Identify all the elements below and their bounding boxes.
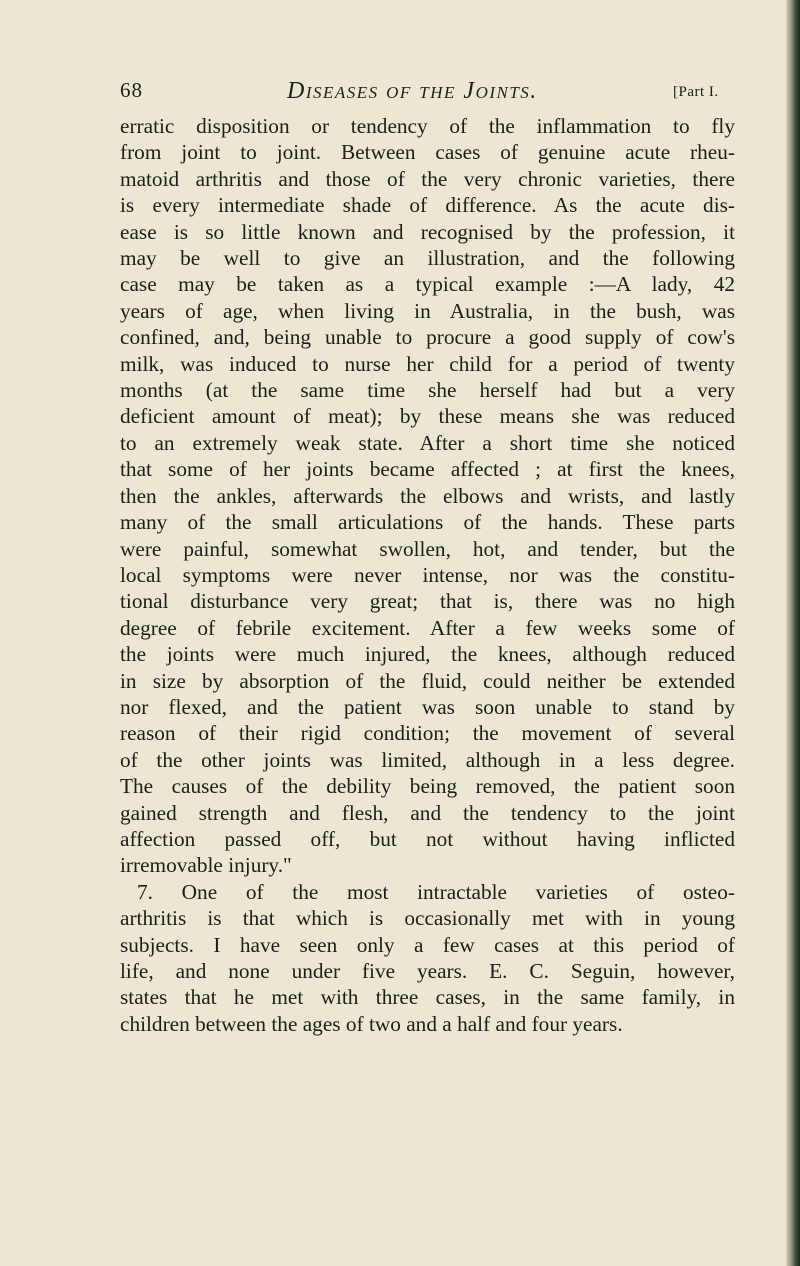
text-line: to an extremely weak state. After a short time she noticed [120,430,735,455]
text-line: matoid arthritis and those of the very chronic varieties, there [120,166,735,191]
text-line: were painful, somewhat swollen, hot, and tender, but the [120,536,735,561]
text-line: milk, was induced to nurse her child for a period of twenty [120,351,735,376]
text-line: that some of her joints became affected ; at first the knees, [120,457,735,482]
text-line: arthritis is that which is occasionally met with in young [120,906,735,931]
page-number: 68 [120,78,143,102]
page-edge-shadow [786,0,800,1266]
text-line: is every intermediate shade of difference. As the acute dis- [120,193,735,218]
text-line: life, and none under five years. E. C. Seguin, however, [120,959,735,983]
text-line: erratic disposition or tendency of the inflammation to fly [120,114,735,138]
text-line: gained strength and flesh, and the tendency to the joint [120,800,735,825]
text-line: irremovable injury." [120,853,292,878]
text-line: in size by absorption of the fluid, could neither be extended [120,668,735,693]
running-title: Diseases of the Joints. [287,78,538,104]
part-label: [Part I. [673,84,719,100]
text-line: deficient amount of meat); by these means she was reduced [120,404,735,429]
text-line: many of the small articulations of the hands. These parts [120,510,735,535]
text-line: tional disturbance very great; that is, there was no high [120,589,735,614]
text-line: The causes of the debility being removed, the patient soon [120,774,735,799]
text-line: 7. One of the most intractable varieties of osteo- [137,879,735,904]
body-text [120,113,782,1037]
text-line: may be well to give an illustration, and the following [120,246,735,271]
text-line: subjects. I have seen only a few cases at this period of [120,932,735,957]
text-line: months (at the same time she herself had but a very [120,378,735,403]
text-line: affection passed off, but not without having inflicted [120,826,735,851]
text-line: years of age, when living in Australia, in the bush, was [120,298,735,323]
text-line: confined, and, being unable to procure a good supply of cow's [120,325,735,350]
text-line: reason of their rigid condition; the movement of several [120,721,735,746]
running-head [0,78,786,108]
text-line: states that he met with three cases, in the same family, in [120,985,735,1010]
text-line: children between the ages of two and a half and four years. [120,1011,623,1036]
text-line: from joint to joint. Between cases of genuine acute rheu- [120,140,735,165]
text-line: degree of febrile excitement. After a few weeks some of [120,615,735,640]
text-line: case may be taken as a typical example :—A lady, 42 [120,272,735,297]
text-line: ease is so little known and recognised by the profession, it [120,219,735,244]
text-line: then the ankles, afterwards the elbows and wrists, and lastly [120,483,735,508]
text-line: nor flexed, and the patient was soon unable to stand by [120,694,735,719]
text-line: of the other joints was limited, although in a less degree. [120,747,735,772]
text-line: the joints were much injured, the knees, although reduced [120,642,735,667]
text-line: local symptoms were never intense, nor was the constitu- [120,562,735,587]
